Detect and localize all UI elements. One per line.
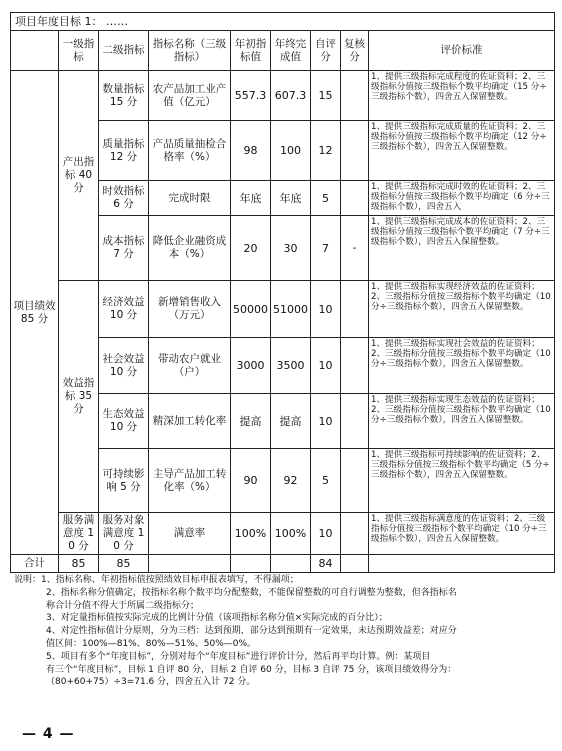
review-score: [341, 449, 369, 513]
review-score: [341, 281, 369, 338]
total-blank: [341, 555, 369, 573]
criteria-text: 1、提供三级指标完成时效的佐证资料；2、三级指标分值按三级指标个数平均确定（6 分÷三级指标个数），四舍五入: [369, 181, 555, 216]
initial-value: 98: [231, 121, 271, 181]
criteria-text: 1、提供三级指标完成成本的佐证资料；2、三级指标分值按三级指标个数平均确定（7 分÷三级指标个数），四舍五入保留整数。: [369, 216, 555, 281]
self-score: 5: [311, 449, 341, 513]
notes-title: 说明：: [14, 575, 42, 585]
initial-value: 557.3: [231, 71, 271, 121]
criteria-text: 1、提供三级指标可持续影响的佐证资料；2、三级指标分值按三级指标个数平均确定（5 分÷三级指标个数），四舍五入保留整数。: [369, 449, 555, 513]
criteria-text: 1、提供三级指标完成质量的佐证资料；2、三级指标分值按三级指标个数平均确定（12 分÷三级指标个数），四舍五入保留整数。: [369, 121, 555, 181]
final-value: 3500: [271, 338, 311, 394]
indicator-name: 精深加工转化率: [149, 394, 231, 449]
self-score: 7: [311, 216, 341, 281]
note-line-8: 有三个“年度目标”，目标 1 自评 80 分，目标 2 自评 60 分，目标 3 自评 75 分，该项目绩效得分为：: [46, 664, 457, 675]
criteria-text: 1、提供三级指标实现生态效益的佐证资料；2、三级指标分值按三级指标个数平均确定（10 分÷三级指标个数），四舍五入保留整数。: [369, 394, 555, 449]
header-level2: 二级指标: [99, 31, 149, 71]
self-score: 15: [311, 71, 341, 121]
year-goal-label: 项目年度目标 1： ……: [11, 13, 555, 31]
note-line-4: 3、对定量指标值按实际完成的比例计分值（该项指标名称分值×实际完成的百分比）；: [46, 613, 388, 624]
header-blank: [11, 31, 59, 71]
initial-value: 100%: [231, 513, 271, 555]
self-score: 10: [311, 513, 341, 555]
note-line-7: 5、项目有多个“年度目标”，分别对每个“年度目标”进行评价计分，然后再平均计算。例：某项目: [46, 651, 431, 662]
total-level2: 85: [99, 555, 149, 573]
review-score: -: [341, 216, 369, 281]
review-score: [341, 513, 369, 555]
level2-cell: 服务对象满意度 10 分: [99, 513, 149, 555]
review-score: [341, 181, 369, 216]
total-blank: [149, 555, 231, 573]
level2-cell: 成本指标 7 分: [99, 216, 149, 281]
output-indicator-label: 产出指标 40 分: [59, 71, 99, 281]
initial-value: 提高: [231, 394, 271, 449]
review-score: [341, 394, 369, 449]
table-row: [11, 513, 555, 555]
review-score: [341, 71, 369, 121]
notes: [14, 574, 554, 689]
final-value: 51000: [271, 281, 311, 338]
header-criteria: 评价标准: [369, 31, 555, 71]
initial-value: 50000: [231, 281, 271, 338]
indicator-name: 产品质量抽检合格率（%）: [149, 121, 231, 181]
review-score: [341, 121, 369, 181]
indicator-name: 新增销售收入（万元）: [149, 281, 231, 338]
indicator-name: 降低企业融资成本（%）: [149, 216, 231, 281]
header-name: 指标名称（三级指标）: [149, 31, 231, 71]
header-self: 自评分: [311, 31, 341, 71]
level2-cell: 社会效益 10 分: [99, 338, 149, 394]
note-line-1: 说明：1、指标名称、年初指标值按照绩效目标申报表填写，不得漏项；: [14, 575, 299, 585]
final-value: 92: [271, 449, 311, 513]
self-score: 12: [311, 121, 341, 181]
final-value: 年底: [271, 181, 311, 216]
performance-group-label: 项目绩效 85 分: [11, 71, 59, 555]
indicator-name: 主导产品加工转化率（%）: [149, 449, 231, 513]
final-value: 100: [271, 121, 311, 181]
level2-cell: 生态效益 10 分: [99, 394, 149, 449]
note-line-2: 2、指标名称分值确定，按指标名称个数平均分配整数，不能保留整数的可自行调整为整数，但各指标名: [46, 587, 457, 598]
note-line-9: （80+60+75）÷3=71.6 分，四舍五入计 72 分。: [46, 677, 256, 688]
total-row: [11, 555, 555, 573]
criteria-text: 1、提供三级指标实现经济效益的佐证资料；2、三级指标分值按三级指标个数平均确定（10 分÷三级指标个数），四舍五入保留整数。: [369, 281, 555, 338]
indicator-name: 带动农户就业（户）: [149, 338, 231, 394]
total-blank: [369, 555, 555, 573]
criteria-text: 1、提供三级指标实现社会效益的佐证资料；2、三级指标分值按三级指标个数平均确定（10 分÷三级指标个数），四舍五入保留整数。: [369, 338, 555, 394]
self-score: 10: [311, 281, 341, 338]
self-score: 5: [311, 181, 341, 216]
initial-value: 3000: [231, 338, 271, 394]
level2-cell: 时效指标 6 分: [99, 181, 149, 216]
level1-cell: 服务满意度 10 分: [59, 513, 99, 555]
total-label: 合计: [11, 555, 59, 573]
total-self-score: 84: [311, 555, 341, 573]
indicator-name: 满意率: [149, 513, 231, 555]
final-value: 提高: [271, 394, 311, 449]
note-line-3: 称合计分值不得大于所属二级指标分；: [46, 600, 200, 611]
table-row: [11, 281, 555, 338]
level2-cell: 数量指标 15 分: [99, 71, 149, 121]
header-final: 年终完成值: [271, 31, 311, 71]
evaluation-table: [10, 12, 554, 568]
initial-value: 90: [231, 449, 271, 513]
level2-cell: 经济效益 10 分: [99, 281, 149, 338]
header-initial: 年初指标值: [231, 31, 271, 71]
total-level1: 85: [59, 555, 99, 573]
table-row: [11, 71, 555, 121]
effect-indicator-label: 效益指标 35 分: [59, 281, 99, 513]
header-review: 复核分: [341, 31, 369, 71]
indicator-name: 完成时限: [149, 181, 231, 216]
page-number: — 4 —: [22, 726, 75, 742]
total-blank: [231, 555, 271, 573]
self-score: 10: [311, 338, 341, 394]
criteria-text: 1、提供三级指标满意度的佐证资料；2、三级指标分值按三级指标个数平均确定（10 分÷三级指标个数），四舍五入保留整数。: [369, 513, 555, 555]
final-value: 607.3: [271, 71, 311, 121]
initial-value: 20: [231, 216, 271, 281]
self-score: 10: [311, 394, 341, 449]
note-line-6: 值区间：100%—81%、80%—51%、50%—0%。: [46, 638, 257, 649]
note-line-5: 4、对定性指标值计分原则，分为三档：达到预期，部分达到预期有一定效果，未达预期效益差；对应分: [46, 626, 457, 637]
level2-cell: 质量指标 12 分: [99, 121, 149, 181]
criteria-text: 1、提供三级指标完成程度的佐证资料；2、三级指标分值按三级指标个数平均确定（15 分÷三级指标个数），四舍五入保留整数。: [369, 71, 555, 121]
final-value: 100%: [271, 513, 311, 555]
level2-cell: 可持续影响 5 分: [99, 449, 149, 513]
header-level1: 一级指标: [59, 31, 99, 71]
final-value: 30: [271, 216, 311, 281]
indicator-name: 农产品加工业产值（亿元）: [149, 71, 231, 121]
total-blank: [271, 555, 311, 573]
initial-value: 年底: [231, 181, 271, 216]
review-score: [341, 338, 369, 394]
